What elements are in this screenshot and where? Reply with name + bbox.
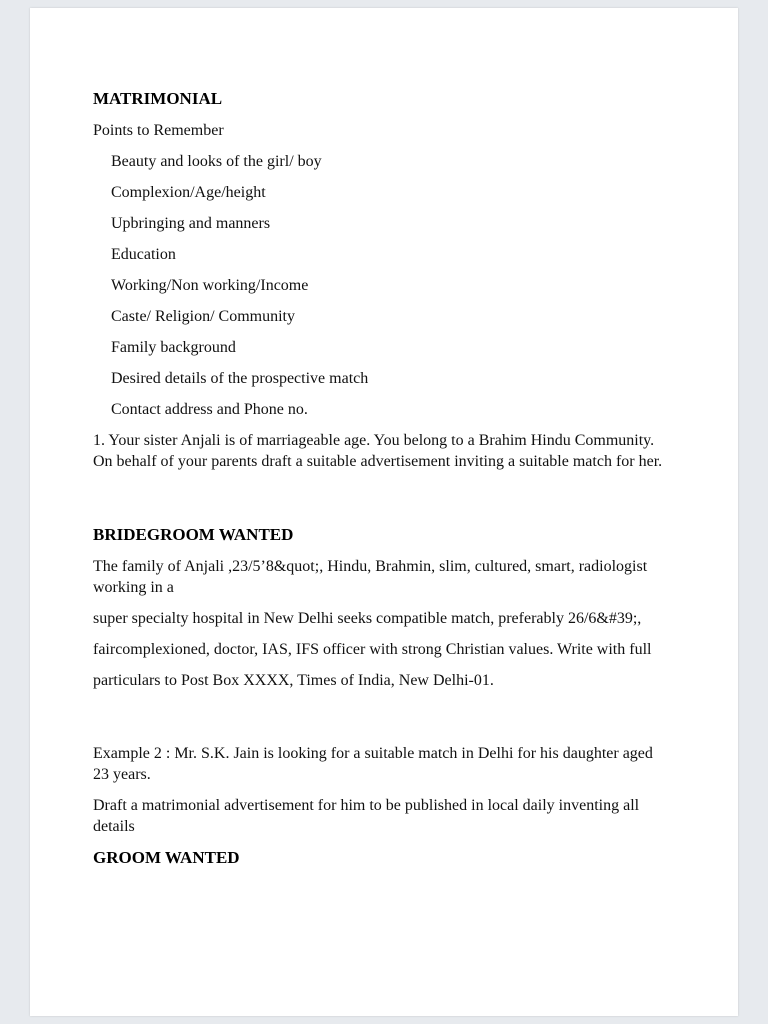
bridegroom-paragraph: super specialty hospital in New Delhi seeks compatible match, preferably 26/6&#39;, [93,610,642,627]
point-item: Education [111,246,176,263]
bridegroom-paragraph: particulars to Post Box XXXX, Times of India, New Delhi-01. [93,672,494,689]
point-item: Contact address and Phone no. [111,401,308,418]
point-item: Caste/ Religion/ Community [111,308,295,325]
point-item: Beauty and looks of the girl/ boy [111,153,322,170]
spacer [93,701,668,743]
points-to-remember-label: Points to Remember [93,122,224,139]
point-item: Desired details of the prospective match [111,370,369,387]
example-2-paragraph: Example 2 : Mr. S.K. Jain is looking for a suitable match in Delhi for his daughter aged 23 years. [93,745,653,783]
point-item: Working/Non working/Income [111,277,309,294]
spacer [93,482,668,524]
question-1-paragraph: 1. Your sister Anjali is of marriageable age. You belong to a Brahim Hindu Community. On behalf of your parents draft a suitable advertisement inviting a suitable match for her. [93,432,663,470]
points-list [93,151,668,420]
bridegroom-paragraph: The family of Anjali ,23/5’8&quot;, Hindu, Brahmin, slim, cultured, smart, radiologist working in a [93,558,648,596]
heading-groom-wanted: GROOM WANTED [93,848,240,867]
draft-instruction-paragraph: Draft a matrimonial advertisement for him to be published in local daily inventing all details [93,797,640,835]
heading-bridegroom-wanted: BRIDEGROOM WANTED [93,525,294,544]
heading-matrimonial: MATRIMONIAL [93,89,223,108]
document-page[interactable] [30,8,738,1016]
bridegroom-paragraph: faircomplexioned, doctor, IAS, IFS officer with strong Christian values. Write with full [93,641,652,658]
point-item: Family background [111,339,236,356]
point-item: Complexion/Age/height [111,184,266,201]
point-item: Upbringing and manners [111,215,271,232]
